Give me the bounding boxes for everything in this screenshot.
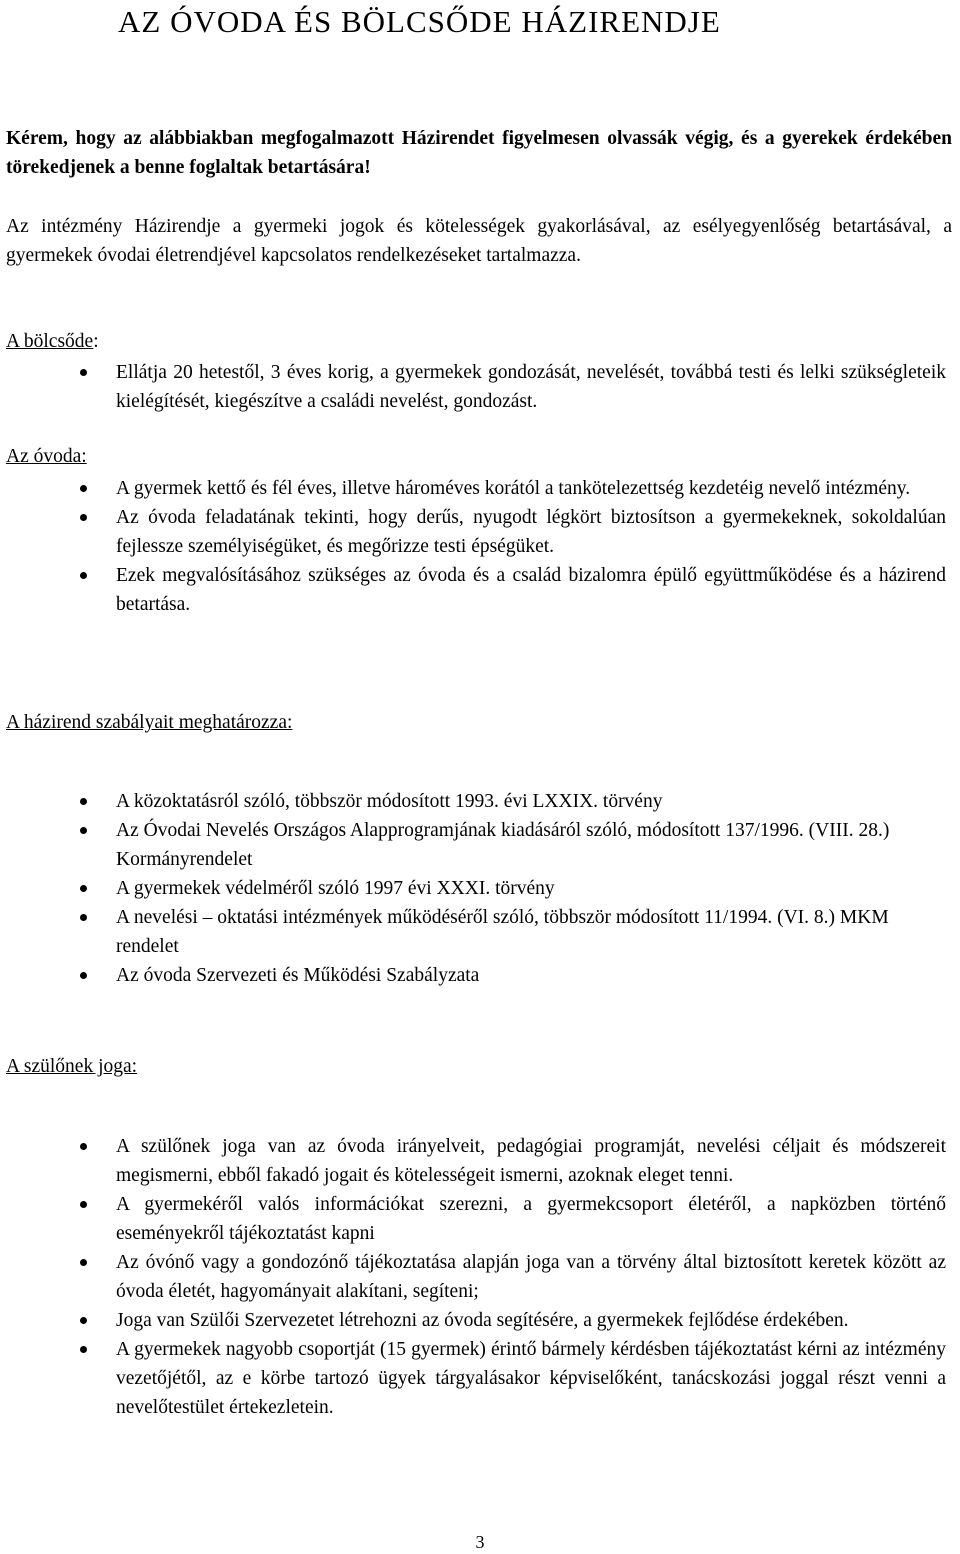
bolcsode-heading-text: A bölcsőde: [6, 331, 94, 352]
szabalyok-list: [0, 787, 900, 990]
section-heading-szabalyok: A házirend szabályait meghatározza:: [6, 712, 293, 733]
szulok-list: [0, 1132, 946, 1422]
page-title: AZ ÓVODA ÉS BÖLCSŐDE HÁZIRENDJE: [118, 4, 721, 39]
list-item: Az óvoda feladatának tekinti, hogy derűs, nyugodt légkört biztosítson a gyermekeknek, sokoldalúan fejlessze személyiségüket, és megőrizze testi épségüket.: [0, 503, 946, 561]
list-item: A nevelési – oktatási intézmények működéséről szóló, többször módosított 11/1994. (VI. 8.) MKM rendelet: [0, 903, 900, 961]
section-heading-ovoda: Az óvoda:: [6, 446, 87, 467]
section-heading-bolcsode: [6, 327, 99, 356]
list-item: A szülőnek joga van az óvoda irányelveit, pedagógiai programját, nevelési céljait és módszereit megismerni, ebből fakadó jogait és kötelességeit ismerni, azoknak eleget tenni.: [0, 1132, 946, 1190]
list-item: A gyermekéről valós információkat szerezni, a gyermekcsoport életéről, a napközben történő eseményekről tájékoztatást kapni: [0, 1190, 946, 1248]
list-item: Ezek megvalósításához szükséges az óvoda és a család bizalomra épülő együttműködése és a házirend betartása.: [0, 561, 946, 619]
list-item: A gyermek kettő és fél éves, illetve hároméves korától a tankötelezettség kezdetéig nevelő intézmény.: [0, 474, 946, 503]
list-item: Az Óvodai Nevelés Országos Alapprogramjának kiadásáról szóló, módosított 137/1996. (VIII. 28.) Kormányrendelet: [0, 816, 900, 874]
bolcsode-heading-colon: :: [93, 331, 99, 352]
list-item: Az óvoda Szervezeti és Működési Szabályzata: [0, 961, 900, 990]
ovoda-list: [0, 474, 946, 619]
section-heading-szulok: A szülőnek joga:: [6, 1056, 138, 1077]
list-item: A gyermekek nagyobb csoportját (15 gyermek) érintő bármely kérdésben tájékoztatást kérni az intézmény vezetőjétől, az e körbe tartozó ügyek tárgyalásakor képviselőként, tanácskozási joggal részt venni a nevelőtestület értekezletein.: [0, 1335, 946, 1422]
bolcsode-list: [0, 358, 946, 416]
list-item: Ellátja 20 hetestől, 3 éves korig, a gyermekek gondozását, nevelését, továbbá testi és lelki szükségleteik kielégítését, kiegészítve a családi nevelést, gondozást.: [0, 358, 946, 416]
list-item: A közoktatásról szóló, többször módosított 1993. évi LXXIX. törvény: [0, 787, 900, 816]
page-number: 3: [475, 1532, 485, 1552]
list-item: Az óvónő vagy a gondozónő tájékoztatása alapján joga van a törvény által biztosított keretek között az óvoda életét, hagyományait alakítani, segíteni;: [0, 1248, 946, 1306]
list-item: A gyermekek védelméről szóló 1997 évi XXXI. törvény: [0, 874, 900, 903]
list-item: Joga van Szülői Szervezetet létrehozni az óvoda segítésére, a gyermekek fejlődése érdekében.: [0, 1306, 946, 1335]
intro-paragraph: Az intézmény Házirendje a gyermeki jogok és kötelességek gyakorlásával, az esélyegyenlőség betartásával, a gyermekek óvodai életrendjével kapcsolatos rendelkezéseket tartalmazza.: [6, 216, 952, 266]
intro-request: Kérem, hogy az alábbiakban megfogalmazott Házirendet figyelmesen olvassák végig, és a gyerekek érdekében törekedjenek a benne foglaltak betartására!: [6, 128, 952, 178]
